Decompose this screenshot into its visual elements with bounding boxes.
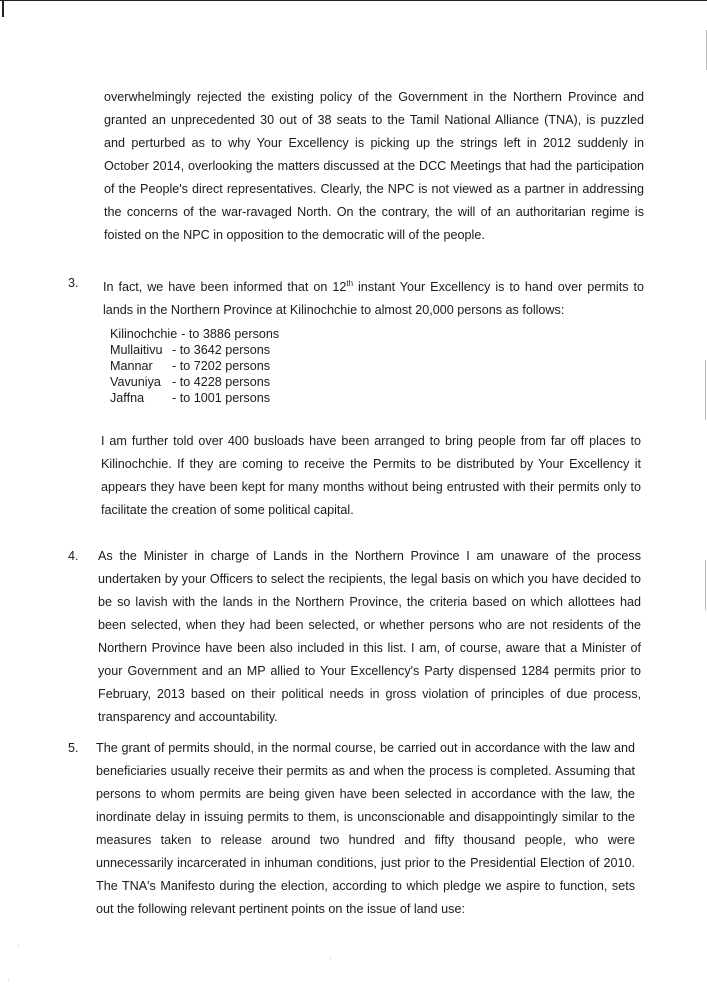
district-name: Kilinochchie <box>110 327 178 341</box>
list-item <box>110 358 279 374</box>
permit-count: - to 1001 persons <box>172 391 271 405</box>
item-3-superscript: th <box>346 279 354 288</box>
permit-count: - to 7202 persons <box>172 359 271 373</box>
item-3-number: 3. <box>68 276 79 290</box>
permit-count: - to 3642 persons <box>172 343 271 357</box>
item-4-number: 4. <box>68 549 79 563</box>
item-3-text <box>103 272 644 322</box>
list-item <box>110 390 279 406</box>
item-5-number: 5. <box>68 741 79 755</box>
list-item <box>110 374 279 390</box>
scan-border <box>0 0 707 8</box>
permit-count: - to 3886 persons <box>181 327 280 341</box>
item-5-text: The grant of permits should, in the normal course, be carried out in accordance with the law and beneficiaries usually receive their permits as and when the process is completed. Assuming that persons to whom permits are being given have been selected in accordance with the law, the inordinate delay in issuing permits to them, is unconscionable and disappointingly similar to the measures taken to release around two hundred and fifty thousand people, who were unnecessarily incarcerated in inhuman conditions, just prior to the Presidential Election of 2010. The TNA's Manifesto during the election, according to which pledge we aspire to function, sets out the following relevant pertinent points on the issue of land use: <box>96 741 635 916</box>
district-name: Mullaitivu <box>110 343 163 357</box>
district-name: Vavuniya <box>110 375 161 389</box>
permit-distribution-list <box>110 326 279 406</box>
item-3-text-start: In fact, we have been informed that on 12 <box>103 280 347 295</box>
item-3-followup-paragraph: I am further told over 400 busloads have been arranged to bring people from far off places to Kilinochchie. If they are coming to receive the Permits to be distributed by Your Excellency it appears they have been kept for many months without being entrusted with their permits only to facilitate the creation of some political capital. <box>101 434 641 517</box>
district-name: Mannar <box>110 359 153 373</box>
permit-count: - to 4228 persons <box>172 375 271 389</box>
list-item <box>110 342 279 358</box>
list-item <box>110 326 279 342</box>
item-3-text-end: instant Your Excellency is to hand over permits to lands in the Northern Province at Kilinochchie to almost 20,000 persons as follows: <box>103 280 644 318</box>
item-4-text: As the Minister in charge of Lands in the Northern Province I am unaware of the process undertaken by your Officers to select the recipients, the legal basis on which you have decided to be so lavish with the lands in the Northern Province, the criteria based on which allottees had been selected, when they had been selected, or whether persons who are not residents of the Northern Province have been also included in this list. I am, of course, aware that a Minister of your Government and an MP allied to Your Excellency's Party dispensed 1284 permits prior to February, 2013 based on their political needs in gross violation of principles of due process, transparency and accountability. <box>98 549 641 724</box>
district-name: Jaffna <box>110 391 145 405</box>
intro-paragraph: overwhelmingly rejected the existing policy of the Government in the Northern Province and granted an unprecedented 30 out of 38 seats to the Tamil National Alliance (TNA), is puzzled and perturbed as to why Your Excellency is picking up the strings left in 2012 suddenly in October 2014, overlooking the matters discussed at the DCC Meetings that had the participation of the People's direct representatives. Clearly, the NPC is not viewed as a partner in addressing the concerns of the war-ravaged North. On the contrary, the will of an authoritarian regime is foisted on the NPC in opposition to the democratic will of the people. <box>104 90 644 242</box>
